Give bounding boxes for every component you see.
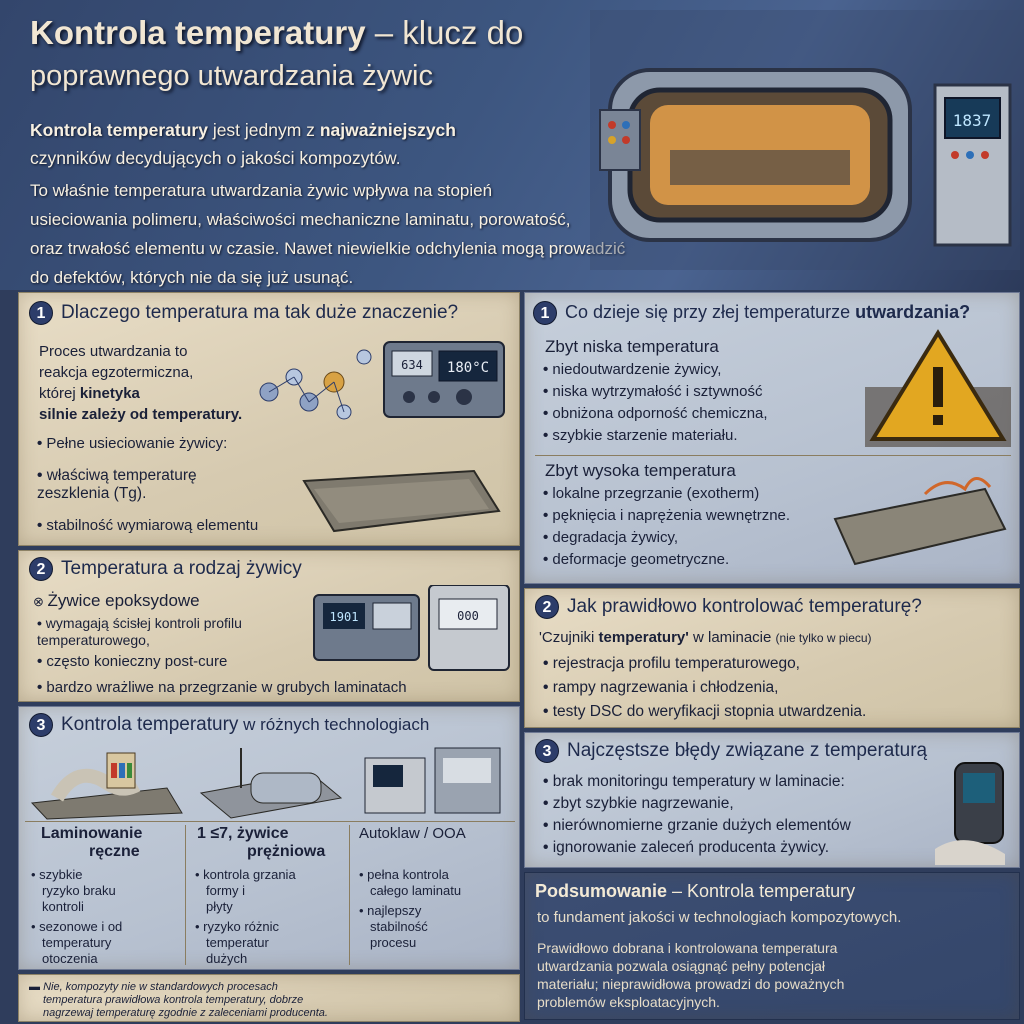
col1-title-line1: Laminowanie — [41, 825, 143, 842]
section-header-3b — [535, 739, 927, 763]
divider — [25, 821, 515, 822]
col2-b1-l2: formy i — [206, 883, 245, 898]
col2-b2-l3: dużych — [206, 951, 248, 966]
high-bullet-1: • lokalne przegrzanie (exotherm) — [543, 485, 759, 502]
intro-rest-1: jest jednym z — [207, 120, 320, 140]
col2-b2-l2: temperatur — [206, 935, 269, 950]
hand-layup-icon — [27, 743, 187, 821]
sensor-lead-d: (nie tylko w piecu) — [775, 631, 872, 645]
summary-p1: Prawidłowo dobrana i kontrolowana temperatura — [537, 940, 838, 956]
control-bullet-1: • rejestracja profilu temperaturowego, — [543, 655, 800, 673]
high-bullet-3: • degradacja żywicy, — [543, 529, 678, 546]
summary-line2: to fundament jakości w technologiach kompozytowych. — [537, 909, 902, 926]
why-paragraph — [39, 341, 259, 425]
panel-summary — [524, 872, 1020, 1020]
why-line-4: silnie zależy od temperatury. — [39, 406, 243, 423]
col3-b2-l3: procesu — [370, 935, 417, 950]
low-bullet-4: • szybkie starzenie materiału. — [543, 427, 738, 444]
sensor-lead — [539, 629, 872, 646]
section-header-2b — [535, 595, 922, 619]
header-part-b: utwardzania? — [855, 301, 971, 322]
col3-bullet-2: • najlepszy stabilność procesu — [359, 903, 509, 951]
epoxy-subtitle-text: Żywice epoksydowe — [47, 591, 200, 610]
controller-display-1: 634 — [401, 358, 423, 372]
controller-display-4: 000 — [457, 609, 479, 623]
intro2-line-3: oraz trwałość elementu w czasie. Nawet niewielkie odchylenia mogą prowadzić — [30, 239, 626, 258]
col2-b1-l3: płyty — [206, 899, 233, 914]
col1-b1-l3: kontroli — [42, 899, 84, 914]
why-bullet-3: • stabilność wymiarową elementu — [37, 517, 258, 534]
summary-p2: utwardzania pozwala osiągnąć pełny potencjał — [537, 958, 825, 974]
col1-b2-l2: temperatury — [42, 935, 112, 950]
header-part-b: ma tak duże znaczenie? — [247, 302, 459, 324]
col2-b2-l1: ryzyko różnic — [203, 919, 280, 934]
col2-title-line1: 1 ≤7, żywice — [197, 825, 289, 842]
footnote-line-1: Nie, kompozyty nie w standardowych procesach — [43, 981, 278, 993]
section-number: 1 — [29, 301, 53, 325]
low-temp-title: Zbyt niska temperatura — [545, 337, 719, 356]
why-line-2: reakcja egzotermiczna, — [39, 364, 194, 381]
intro2-line-2: usieciowania polimeru, właściwości mechaniczne laminatu, porowatość, — [30, 210, 571, 229]
section-number: 1 — [533, 301, 557, 325]
section-number: 2 — [535, 595, 559, 619]
col3-b2-l1: najlepszy — [367, 903, 422, 918]
summary-p3: materiału; nieprawidłowa prowadzi do poważnych — [537, 976, 845, 992]
why-bullet-1: • Pełne usieciowanie żywicy: — [37, 435, 227, 452]
error-bullet-4: • ignorowanie zaleceń producenta żywicy. — [543, 839, 829, 857]
panel-common-errors — [524, 732, 1020, 868]
sensor-lead-a: 'Czujniki — [539, 629, 599, 646]
why-line-1: Proces utwardzania to — [39, 343, 188, 360]
column-divider — [349, 825, 350, 965]
oven-illustration — [590, 10, 1020, 270]
resin-bullet-1: • wymagają ścisłej kontroli profilu temperaturowego, — [37, 615, 302, 649]
summary-paragraph — [537, 939, 1007, 1011]
title-bold: Kontrola temperatury — [30, 14, 366, 51]
col3-bullet-1: • pełna kontrola całego laminatu — [359, 867, 509, 899]
header-text: Temperatura a rodzaj żywicy — [61, 558, 302, 580]
col2-bullet-1: • kontrola grzania formy i płyty — [195, 867, 345, 915]
molecule-and-controller-icon — [249, 337, 509, 427]
intro2-line-1: To właśnie temperatura utwardzania żywic wpływa na stopień — [30, 181, 493, 200]
col1-b1-l2: ryzyko braku — [42, 883, 116, 898]
sensor-lead-c: w laminacie — [688, 629, 776, 646]
why-bullet-2: • właściwą temperaturę zeszklenia (Tg). — [37, 467, 267, 503]
header-text: Najczęstsze błędy związane z temperaturą — [567, 740, 928, 762]
summary-title-rest: – Kontrola temperatury — [667, 881, 856, 901]
page-title-line2: poprawnego utwardzania żywic — [30, 60, 433, 92]
high-bullet-2: • pęknięcia i naprężenia wewnętrzne. — [543, 507, 790, 524]
intro2-line-4: do defektów, których nie da się już usunąć. — [30, 268, 354, 287]
low-bullet-3: • obniżona odporność chemiczna, — [543, 405, 768, 422]
section-header-2 — [29, 557, 302, 581]
section-header-1 — [29, 301, 458, 325]
title-rest: – klucz do — [365, 14, 524, 51]
panel-why-temperature — [18, 292, 520, 546]
header-text: Jak prawidłowo kontrolować temperaturę? — [567, 596, 922, 618]
panel-wrong-temperature — [524, 292, 1020, 584]
resin-bullet-3: • bardzo wrażliwe na przegrzanie w grubych laminatach — [37, 679, 407, 696]
divider — [535, 455, 1011, 456]
col1-b2-l1: sezonowe i od — [39, 919, 123, 934]
section-header-3 — [29, 713, 429, 737]
thermometer-device-icon — [935, 759, 1015, 865]
footnote-panel — [18, 974, 520, 1022]
sensor-lead-b: temperatury' — [598, 629, 689, 646]
col1-bullet-2: • sezonowe i od temperatury otoczenia — [31, 919, 181, 967]
resin-bullet-2: • często konieczny post-cure — [37, 653, 227, 670]
low-bullet-1: • niedoutwardzenie żywicy, — [543, 361, 721, 378]
error-bullet-2: • zbyt szybkie nagrzewanie, — [543, 795, 734, 813]
col2-title-line2: prężniowa — [247, 843, 326, 860]
intro-bold-2: najważniejszych — [319, 120, 456, 140]
temperature-controller-icon — [309, 585, 514, 675]
col3-title: Autoklaw / OOA — [359, 825, 466, 842]
panel-technologies — [18, 706, 520, 970]
footnote-line-3: nagrzewaj temperaturę zgodnie z zaleceniami producenta. — [43, 1007, 328, 1019]
section-number: 2 — [29, 557, 53, 581]
header-part-b: w różnych technologiach — [238, 715, 430, 735]
intro-bold-1: Kontrola temperatury — [30, 120, 208, 140]
header-part-a: Dlaczego temperatura — [61, 302, 248, 324]
low-bullet-2: • niska wytrzymałość i sztywność — [543, 383, 762, 400]
oven-display-value: 1837 — [952, 111, 992, 130]
vacuum-infusion-icon — [191, 743, 351, 821]
control-bullet-2: • rampy nagrzewania i chłodzenia, — [543, 679, 778, 697]
hot-laminate-icon — [825, 469, 1011, 574]
high-temp-title: Zbyt wysoka temperatura — [545, 461, 736, 480]
col2-bullet-2: • ryzyko różnic temperatur dużych — [195, 919, 345, 967]
autoclave-equipment-icon — [355, 743, 515, 821]
section-number: 3 — [535, 739, 559, 763]
header-part-a: Kontrola temperatury — [61, 714, 239, 736]
footnote-text: ▬ Nie, kompozyty nie w standardowych procesach temperatura prawidłowa kontrola temperatury, dobrze nagrzewaj temperaturę zgodnie z zaleceniami producenta. — [29, 981, 514, 1020]
col2-b1-l1: kontrola grzania — [203, 867, 296, 882]
controller-display-3: 1901 — [329, 610, 359, 624]
error-bullet-3: • nierównomierne grzanie dużych elementów — [543, 817, 851, 835]
summary-p4: problemów eksploatacyjnych. — [537, 994, 720, 1010]
epoxy-subtitle: ⊗ Żywice epoksydowe — [33, 591, 200, 610]
col1-b2-l3: otoczenia — [42, 951, 98, 966]
intro-line-2: czynników decydujących o jakości kompozytów. — [30, 148, 401, 168]
why-line-3b: kinetyka — [79, 385, 140, 402]
header-banner — [0, 0, 1024, 290]
panel-resin-type — [18, 550, 520, 702]
col1-b1-l1: szybkie — [39, 867, 83, 882]
warning-icon — [865, 327, 1011, 447]
page-title — [30, 14, 523, 52]
section-number: 3 — [29, 713, 53, 737]
why-line-3a: której — [39, 385, 80, 402]
col3-b1-l2: całego laminatu — [370, 883, 462, 898]
high-bullet-4: • deformacje geometryczne. — [543, 551, 729, 568]
summary-title-bold: Podsumowanie — [535, 881, 668, 901]
intro-paragraph — [30, 116, 570, 172]
summary-title — [535, 881, 855, 902]
laminate-sheet-icon — [294, 461, 509, 536]
col3-b1-l1: pełna kontrola — [367, 867, 449, 882]
col3-b2-l2: stabilność — [370, 919, 428, 934]
controller-display-2: 180°C — [446, 360, 490, 376]
column-divider — [185, 825, 186, 965]
col1-bullet-1: • szybkie ryzyko braku kontroli — [31, 867, 181, 915]
section-header-1b — [533, 301, 970, 325]
control-bullet-3: • testy DSC do weryfikacji stopnia utwardzenia. — [543, 703, 866, 721]
panel-how-to-control — [524, 588, 1020, 728]
error-bullet-1: • brak monitoringu temperatury w laminacie: — [543, 773, 845, 791]
header-part-a: Co dzieje się przy złej temperaturze — [565, 301, 856, 322]
footnote-line-2: temperatura prawidłowa kontrola temperatury, dobrze — [43, 994, 304, 1006]
col1-title-line2: ręczne — [89, 843, 140, 860]
